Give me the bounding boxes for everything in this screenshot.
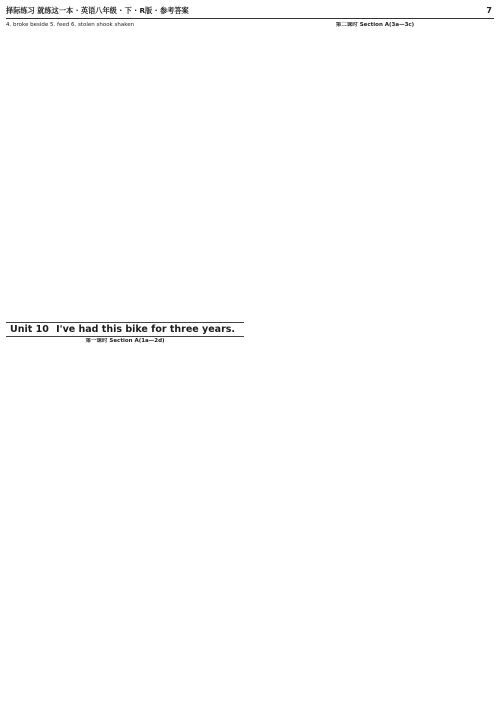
left-column-bottom-answers: [6, 338, 244, 345]
right-column: [256, 22, 494, 708]
unit-label: Unit 10: [10, 324, 49, 335]
page-number: 7: [486, 6, 492, 15]
unit-title: I've had this bike for three years.: [56, 324, 236, 335]
unit-heading: [6, 322, 244, 337]
section-heading: 第一课时 Section A(1a—2d): [85, 338, 165, 344]
left-column-bottom: [6, 338, 244, 708]
answer-line: 4. broke beside 5. feed 6. stolen shook shaken: [6, 22, 135, 28]
right-column-answers: [256, 22, 494, 29]
page-header: [6, 3, 494, 19]
section-heading: 第二课时 Section A(3a—3c): [335, 22, 415, 28]
left-column-top-answers: [6, 22, 244, 29]
header-title: 择际练习 就练这一本 · 英语八年级 · 下 · R版 · 参考答案: [6, 6, 189, 15]
